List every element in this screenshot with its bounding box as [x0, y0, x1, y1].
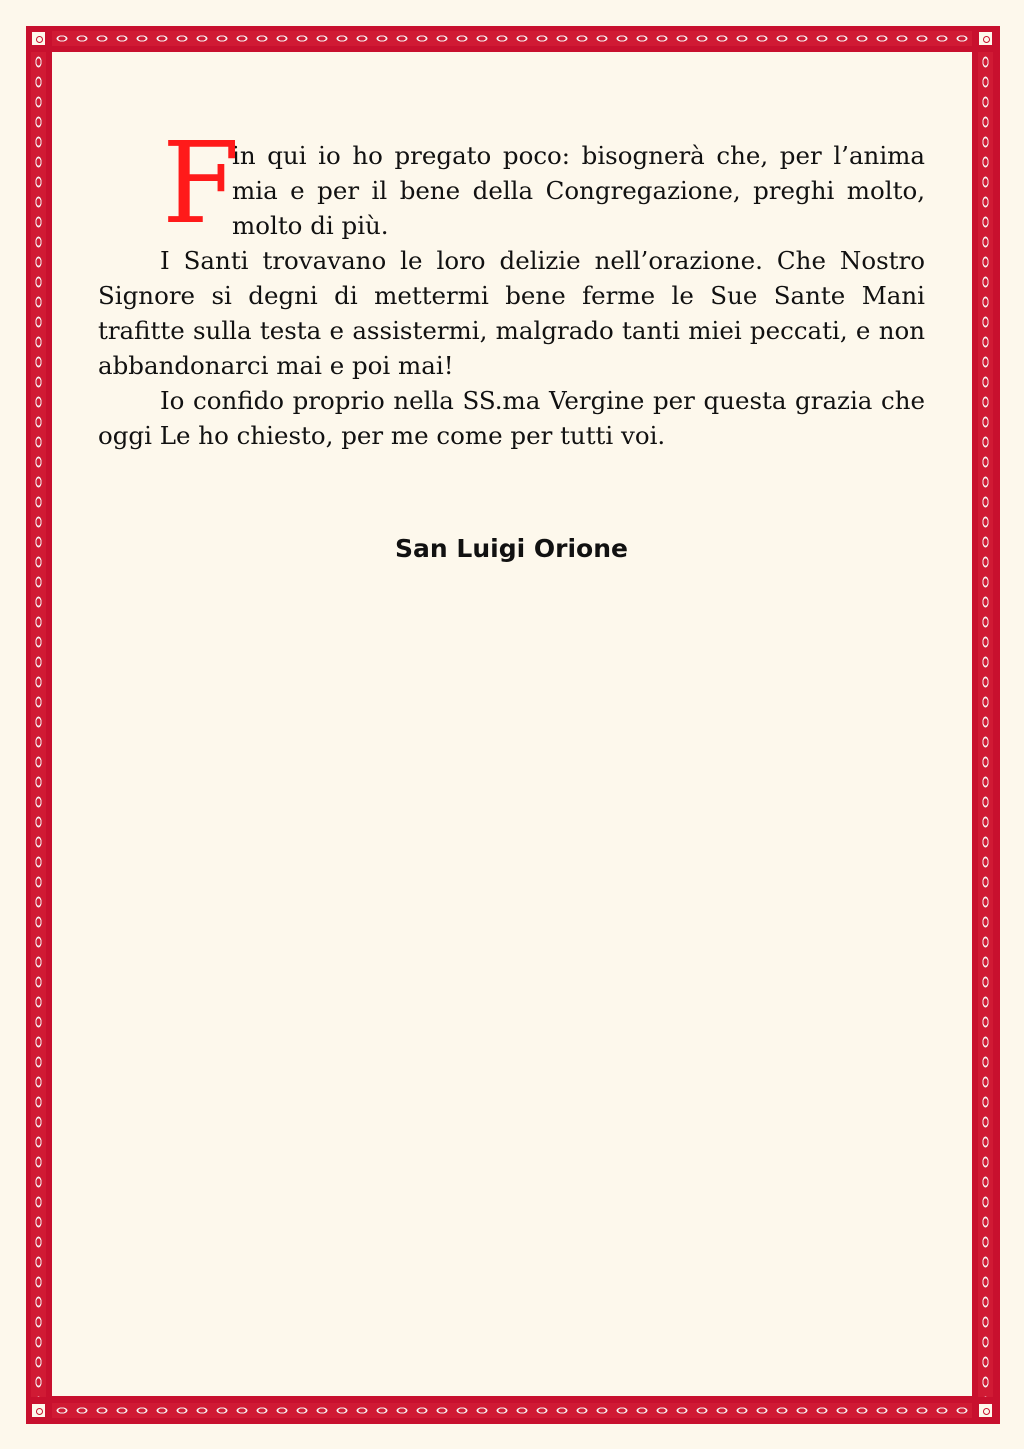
border-corner-bottom-right [977, 1402, 994, 1419]
decorative-border-bottom [52, 1403, 972, 1418]
border-corner-top-left [30, 30, 47, 47]
paragraph-1 [98, 119, 925, 249]
border-corner-bottom-left [30, 1402, 47, 1419]
paragraph-1-text: in qui io ho pregato poco: bisognerà che, per l’anima mia e per il bene della Congregazione, preghi molto, molto di più. [232, 141, 925, 240]
border-corner-top-right [977, 30, 994, 47]
paragraph-3: Io confido proprio nella SS.ma Vergine per questa grazia che oggi Le ho chiesto, per me come per tutti voi. [98, 386, 925, 450]
signature: San Luigi Orione [395, 534, 628, 563]
drop-cap: F [162, 119, 240, 249]
decorative-border-top [52, 31, 972, 46]
decorative-border-left [31, 52, 46, 1397]
paragraph-2: I Santi trovavano le loro delizie nell’orazione. Che Nostro Signore si degni di mettermi bene ferme le Sue Sante Mani trafitte sulla testa e assistermi, malgrado tanti miei peccati, e non abbandonarci mai e poi mai! [98, 246, 925, 380]
decorative-border-right [978, 52, 993, 1397]
letter-body [98, 119, 925, 453]
